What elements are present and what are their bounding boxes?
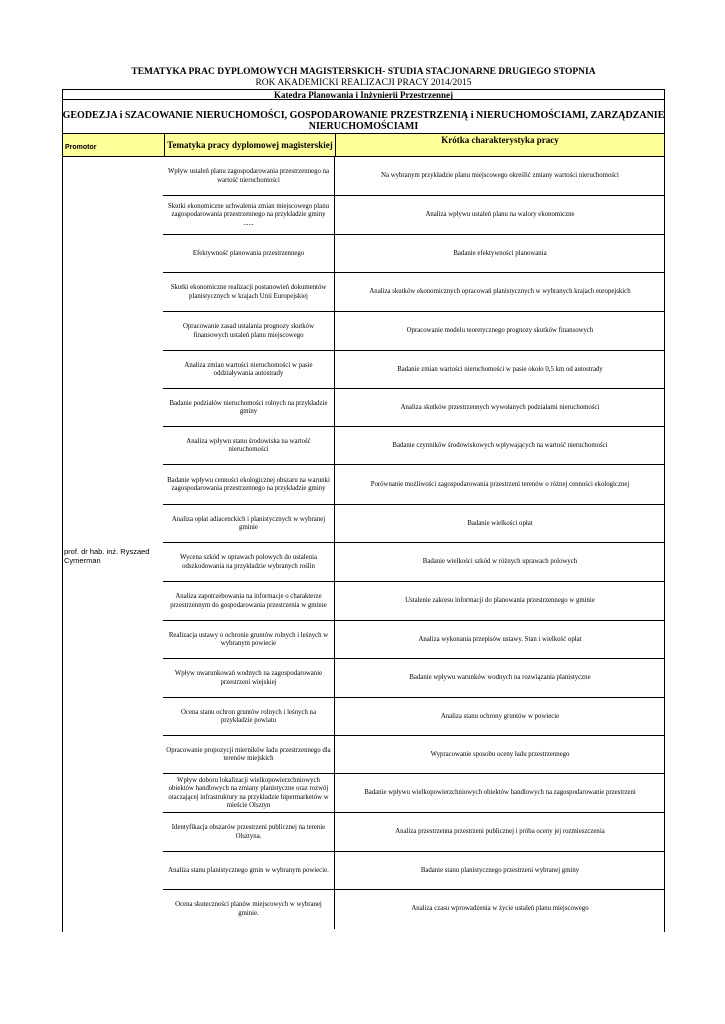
description-cell: Badanie wielkości szkód w różnych uprawach polowych xyxy=(422,558,578,566)
topic-cell: Analiza zmian wartości nieruchomości w pasie oddziaływania autostrady xyxy=(163,351,335,389)
table-row xyxy=(163,659,665,698)
topic-cell: Wycena szkód w uprawach polowych do ustalenia odszkodowania na przykładzie wybranych roślin xyxy=(163,543,335,582)
description-cell: Badanie czynników środowiskowych wpływających na wartość nieruchomości xyxy=(392,441,608,449)
table-row xyxy=(163,621,665,659)
table-row xyxy=(163,813,665,852)
topic-cell: Wpływ doboru lokalizacji wielkopowierzchniowych obiektów handlowych na zmiany planistyczne oraz rozwój otaczającej infrastruktury na przykładzie hipermarketów w mieście Olsztyn xyxy=(163,774,335,813)
description-cell: Na wybranym przykładzie planu miejscowego określić zmiany wartości nieruchomości xyxy=(381,172,619,180)
table-row xyxy=(163,543,665,582)
table-row xyxy=(163,465,665,505)
topic-cell: Skutki ekonomiczne uchwalenia zmian miejscowego planu zagospodarowania przestrzennego na przykładzie gminy ...... xyxy=(163,196,335,235)
table-row xyxy=(163,351,665,389)
table-row xyxy=(163,505,665,543)
description-cell: Ustalenie zakresu informacji do planowania przestrzennego w gminie xyxy=(405,597,595,605)
description-cell: Badanie wielkości opłat xyxy=(467,519,533,527)
table-row xyxy=(163,774,665,813)
description-cell: Analiza skutków ekonomicznych opracowań planistycznych w wybranych krajach europejskich xyxy=(369,288,631,296)
topic-cell: Badanie wpływu cenności ekologicznej obszaru na warunki zagospodarowania przestrzennego na przykładzie gminy xyxy=(163,465,335,505)
table-row xyxy=(163,157,665,196)
description-cell: Badanie stanu planistycznego przestrzeni wybranej gminy xyxy=(420,866,580,874)
topic-cell: Ocena stanu ochron gruntów rolnych i leśnych na przykładzie powiatu xyxy=(163,698,335,736)
table-row xyxy=(163,427,665,465)
column-header-promotor: Promotor xyxy=(65,143,97,151)
table-row xyxy=(163,389,665,427)
department-name: Katedra Planowania i Inżynierii Przestrzennej xyxy=(62,89,665,100)
table-row xyxy=(163,736,665,774)
description-cell: Analiza skutków przestrzennych wywołanych podziałami nieruchomości xyxy=(400,403,600,411)
column-header-description: Krótka charakterystyka pracy xyxy=(441,135,559,145)
table-row xyxy=(163,312,665,351)
topic-cell: Wpływ ustaleń planu zagospodarowania przestrzennego na wartość nieruchomości xyxy=(163,157,335,196)
table-row xyxy=(163,235,665,273)
topic-cell: Ocena skuteczności planów miejscowych w wybranej gminie. xyxy=(163,890,335,929)
description-cell: Analiza stanu ochrony gruntów w powiecie xyxy=(440,712,560,720)
table-row xyxy=(163,890,665,929)
description-cell: Badanie wpływu wielkopowierzchniowych obiektów handlowych na zagospodarowanie przestrzeni xyxy=(364,789,636,797)
topics-table xyxy=(163,157,665,929)
topic-cell: Analiza opłat adiacenckich i planistycznych w wybranej gminie xyxy=(163,505,335,543)
document-title: TEMATYKA PRAC DYPLOMOWYCH MAGISTERSKICH- STUDIA STACJONARNE DRUGIEGO STOPNIA xyxy=(131,67,596,77)
topic-cell: Efektywność planowania przestrzennego xyxy=(163,235,335,273)
topic-cell: Realizacja ustawy o ochronie gruntów rolnych i leśnych w wybranym powiecie xyxy=(163,621,335,659)
description-cell: Porównanie możliwości zagospodarowania przestrzeni terenów o różnej cenności ekologicznej xyxy=(370,480,630,488)
topic-cell: Badanie podziałów nieruchomości rolnych na przykładzie gminy xyxy=(163,389,335,427)
table-row xyxy=(163,698,665,736)
table-row xyxy=(163,273,665,312)
description-cell: Analiza czasu wprowadzenia w życie ustaleń planu miejscowego xyxy=(411,905,589,913)
table-row xyxy=(163,852,665,890)
topic-cell: Analiza stanu planistycznego gmin w wybranym powiecie. xyxy=(163,852,335,890)
description-cell: Badanie zmian wartości nieruchomości w pasie około 0,5 km od autostrady xyxy=(397,365,603,373)
description-cell: Analiza wpływu ustaleń planu na walory ekonomiczne xyxy=(425,211,575,219)
topic-cell: Opracowanie propozycji mierników ładu przestrzennego dla terenów miejskich xyxy=(163,736,335,774)
topic-cell: Analiza wpływu stanu środowiska na wartość nieruchomości xyxy=(163,427,335,465)
description-cell: Badanie efektywności planowania xyxy=(453,249,547,257)
topic-cell: Skutki ekonomiczne realizacji postanowień dokumentów planistycznych w krajach Unii Europejskiej xyxy=(163,273,335,312)
topic-cell: Analiza zapotrzebowania na informacje o charakterze przestrzennym do gospodarowania przestrzenia w gminie xyxy=(163,582,335,621)
topic-cell: Identyfikacja obszarów przestrzeni publicznej na terenie Olsztyna. xyxy=(163,813,335,852)
description-cell: Badanie wpływu warunków wodnych na rozwiązania planistyczne xyxy=(409,674,591,682)
section-title: GEODEZJA i SZACOWANIE NIERUCHOMOŚCI, GOSPODAROWANIE PRZESTRZENIĄ i NIERUCHOMOŚCIAMI, ZARZĄDZANIE NIERUCHOMOŚCIAMI xyxy=(62,110,665,132)
academic-year: ROK AKADEMICKI REALIZACJI PRACY 2014/2015 xyxy=(255,78,472,88)
table-header xyxy=(62,133,665,157)
topic-cell: Opracowanie zasad ustalania prognozy skutków finansowych ustaleń planu miejscowego xyxy=(163,312,335,351)
topic-cell: Wpływ uwarunkowań wodnych na zagospodarowanie przestrzeni wiejskiej xyxy=(163,659,335,698)
description-cell: Opracowanie modelu teoretycznego prognozy skutków finansowych xyxy=(406,327,594,335)
table-row xyxy=(163,582,665,621)
description-cell: Wypracowanie sposobu oceny ładu przestrzennego xyxy=(430,750,570,758)
description-cell: Analiza przestrzenna przestrzeni publicznej i próba oceny jej rozmieszczenia xyxy=(395,828,605,836)
description-cell: Analiza wykonania przepisów ustawy. Stan i wielkość opłat xyxy=(418,635,582,643)
column-header-topic: Tematyka pracy dyplomowej magisterskiej xyxy=(164,134,336,156)
promotor-name: prof. dr hab. inż. Ryszaed Cymerman xyxy=(64,546,150,565)
table-row xyxy=(163,196,665,235)
